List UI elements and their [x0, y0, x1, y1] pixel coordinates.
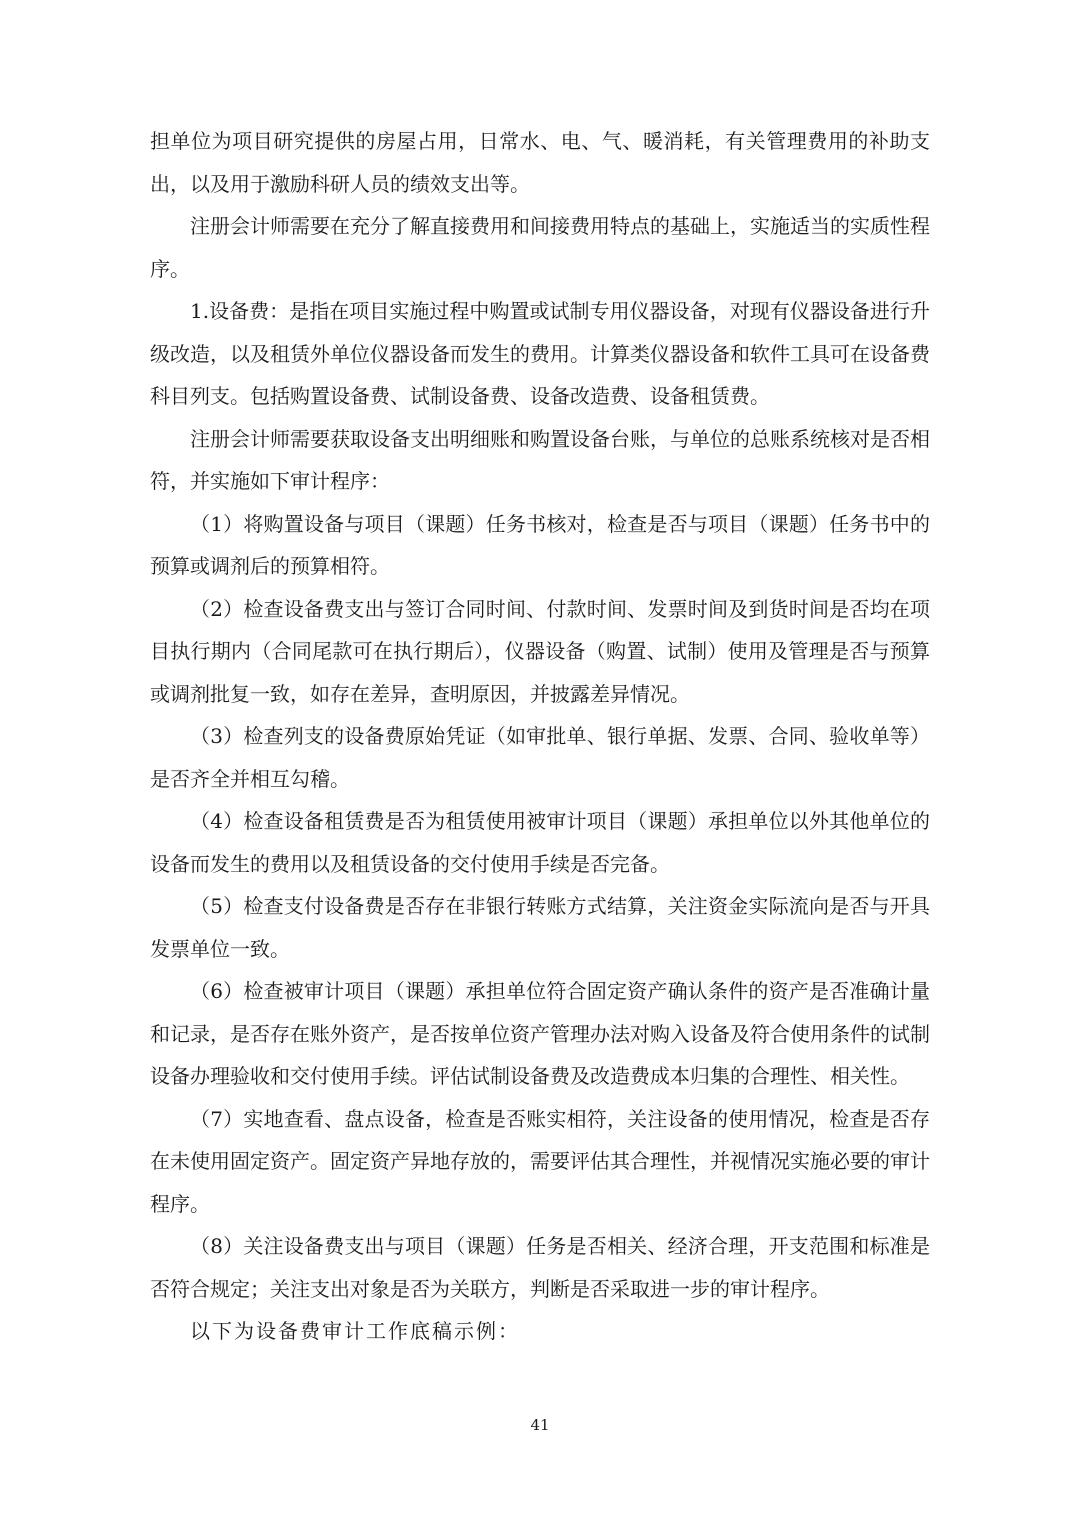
list-item-procedure-4: （4）检查设备租赁费是否为租赁使用被审计项目（课题）承担单位以外其他单位的设备而发生的费用以及租赁设备的交付使用手续是否完备。: [150, 809, 930, 876]
list-item-procedure-1: （1）将购置设备与项目（课题）任务书核对，检查是否与项目（课题）任务书中的预算或调剂后的预算相符。: [150, 511, 930, 578]
body-text: [150, 120, 930, 1353]
paragraph-procedure-intro: 注册会计师需要在充分了解直接费用和间接费用特点的基础上，实施适当的实质性程序。: [150, 214, 930, 281]
page-number: 41: [530, 1416, 550, 1434]
list-item-procedure-2: （2）检查设备费支出与签订合同时间、付款时间、发票时间及到货时间是否均在项目执行期内（合同尾款可在执行期后），仪器设备（购置、试制）使用及管理是否与预算或调剂批复一致，如存在差异，查明原因，并披露差异情况。: [150, 596, 930, 706]
list-item-procedure-8: （8）关注设备费支出与项目（课题）任务是否相关、经济合理，开支范围和标准是否符合规定；关注支出对象是否为关联方，判断是否采取进一步的审计程序。: [150, 1234, 930, 1301]
list-item-procedure-6: （6）检查被审计项目（课题）承担单位符合固定资产确认条件的资产是否准确计量和记录，是否存在账外资产，是否按单位资产管理办法对购入设备及符合使用条件的试制设备办理验收和交付使用手续。评估试制设备费及改造费成本归集的合理性、相关性。: [150, 979, 930, 1088]
list-item-procedure-3: （3）检查列支的设备费原始凭证（如审批单、银行单据、发票、合同、验收单等）是否齐全并相互勾稽。: [150, 724, 930, 791]
list-item-procedure-7: （7）实地查看、盘点设备，检查是否账实相符，关注设备的使用情况，检查是否存在未使用固定资产。固定资产异地存放的，需要评估其合理性，并视情况实施必要的审计程序。: [150, 1106, 930, 1216]
paragraph-workpaper-example-intro: 以下为设备费审计工作底稿示例：: [190, 1319, 520, 1343]
paragraph-audit-procedures-intro: 注册会计师需要获取设备支出明细账和购置设备台账，与单位的总账系统核对是否相符，并实施如下审计程序：: [150, 426, 930, 493]
paragraph-continuation: 担单位为项目研究提供的房屋占用，日常水、电、气、暖消耗，有关管理费用的补助支出，以及用于激励科研人员的绩效支出等。: [150, 129, 930, 196]
list-item-procedure-5: （5）检查支付设备费是否存在非银行转账方式结算，关注资金实际流向是否与开具发票单位一致。: [150, 894, 930, 961]
paragraph-equipment-fee-definition: 1.设备费：是指在项目实施过程中购置或试制专用仪器设备，对现有仪器设备进行升级改造，以及租赁外单位仪器设备而发生的费用。计算类仪器设备和软件工具可在设备费科目列支。包括购置设备费、试制设备费、设备改造费、设备租赁费。: [150, 299, 930, 408]
